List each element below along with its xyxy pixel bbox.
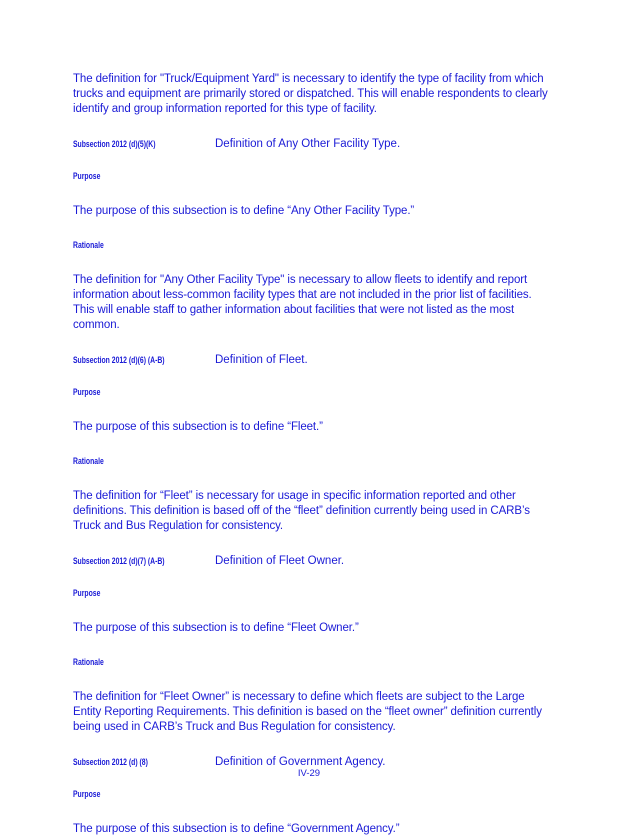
paragraph: The purpose of this subsection is to define “Fleet Owner.”: [73, 622, 359, 634]
subsection-title: Definition of Government Agency.: [215, 756, 386, 768]
paragraph: The purpose of this subsection is to define “Fleet.”: [73, 421, 323, 433]
subsection-code: Subsection 2012 (d) (8): [73, 757, 148, 768]
subsection-code: Subsection 2012 (d)(5)(K): [73, 139, 156, 150]
paragraph: The purpose of this subsection is to define “Government Agency.”: [73, 823, 400, 835]
subsection-heading: [73, 138, 553, 150]
section-heading-purpose: Purpose: [73, 588, 101, 599]
paragraph: The definition for “Fleet Owner” is necessary to define which fleets are subject to the Large Entity Reporting Requirements. This definition is based on the “fleet owner” definition currently being used in CARB’s Truck and Bus Regulation for consistency.: [73, 691, 542, 733]
section-heading-purpose: Purpose: [73, 171, 101, 182]
document-body: [73, 72, 553, 837]
subsection-heading: [73, 756, 553, 768]
subsection-title: Definition of Fleet.: [215, 354, 308, 366]
section-heading-rationale: Rationale: [73, 657, 104, 668]
section-heading-rationale: Rationale: [73, 456, 104, 467]
subsection-title: Definition of Fleet Owner.: [215, 555, 345, 567]
page-number: IV-29: [297, 768, 321, 779]
section-heading-purpose: Purpose: [73, 789, 101, 800]
paragraph: The definition for "Truck/Equipment Yard" is necessary to identify the type of facility from which trucks and equipment are primarily stored or dispatched. This will enable respondents to clearly identify and group information reported for this type of facility.: [73, 73, 548, 115]
section-heading-rationale: Rationale: [73, 240, 104, 251]
paragraph: The definition for “Fleet” is necessary for usage in specific information reported and other definitions. This definition is based off of the “fleet” definition currently being used in CARB’s Truck and Bus Regulation for consistency.: [73, 490, 530, 532]
section-heading-purpose: Purpose: [73, 387, 101, 398]
subsection-code: Subsection 2012 (d)(7) (A-B): [73, 556, 165, 567]
subsection-code: Subsection 2012 (d)(6) (A-B): [73, 355, 165, 366]
subsection-heading: [73, 555, 553, 567]
paragraph: The definition for "Any Other Facility Type" is necessary to allow fleets to identify and report information about less-common facility types that are not included in the prior list of facilities. This will enable staff to gather information about facilities that were not listed as the most common.: [73, 274, 532, 331]
paragraph: The purpose of this subsection is to define “Any Other Facility Type.”: [73, 205, 415, 217]
subsection-heading: [73, 354, 553, 366]
subsection-title: Definition of Any Other Facility Type.: [215, 138, 401, 150]
